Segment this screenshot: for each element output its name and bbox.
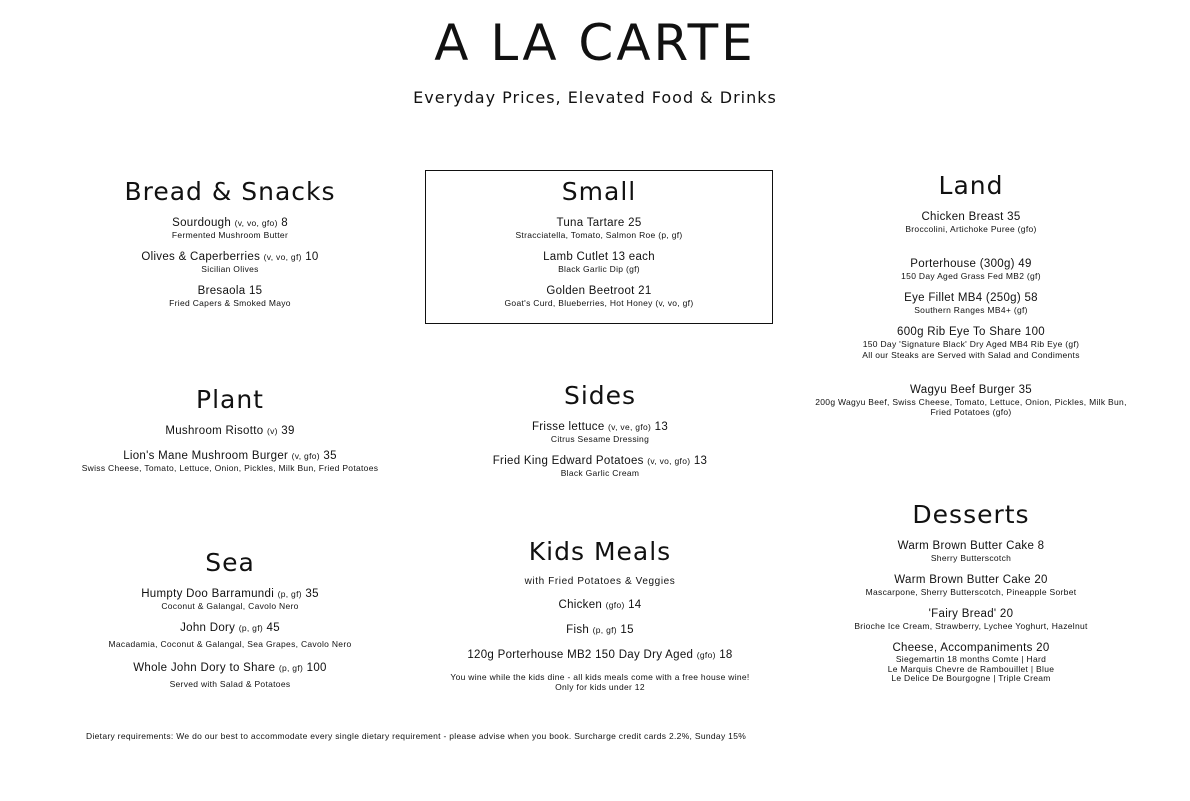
menu-title: A LA CARTE [434,14,756,72]
item-description: Le Delice De Bourgogne | Triple Cream [891,673,1051,683]
menu-item [40,424,420,438]
item-description: Le Marquis Chevre de Rambouillet | Blue [887,663,1055,674]
item-price: 100 [306,662,327,674]
item-name: Warm Brown Butter Cake [897,540,1035,552]
menu-item [410,623,790,637]
item-price: 15 [620,624,634,636]
item-diet: (gfo) [605,600,625,610]
section-heading: Desserts [912,500,1030,529]
item-description: Mascarpone, Sherry Butterscotch, Pineapple Sorbet [865,587,1077,597]
item-price: 20 [1034,574,1048,586]
menu-item [40,449,420,474]
menu-item [800,607,1142,632]
item-name: 'Fairy Bread' [928,608,997,620]
menu-item [426,284,772,309]
menu-item [790,291,1152,316]
item-name: Porterhouse (300g) [910,258,1015,270]
item-price: 39 [281,425,295,437]
item-name: Chicken [558,599,603,611]
item-description: Fried Capers & Smoked Mayo [169,298,291,308]
section-desserts [800,500,1142,693]
menu-item [55,216,405,241]
section-heading: Sides [563,381,637,410]
item-name: Golden Beetroot [546,285,635,297]
section-heading: Land [938,171,1004,200]
menu-item [425,420,775,445]
item-price: 18 [719,649,733,661]
item-price: 8 [281,217,288,229]
item-price: 35 [1018,384,1032,396]
item-price: 13 [654,421,669,433]
section-plant [40,385,420,483]
item-name: Humpty Doo Barramundi [141,588,275,600]
item-price: 20 [999,608,1014,620]
menu-subtitle: Everyday Prices, Elevated Food & Drinks [413,88,777,107]
item-diet: (p, gf) [277,589,302,599]
item-price: 100 [1024,326,1045,338]
section-heading: Plant [196,385,264,414]
item-description: 150 Day 'Signature Black' Dry Aged MB4 Rib Eye (gf) [862,339,1080,349]
menu-item [426,216,772,241]
item-price: 49 [1018,258,1032,270]
menu-item [790,383,1152,417]
item-price: 13 each [611,251,655,263]
item-description: Sherry Butterscotch [930,553,1012,563]
item-name: Wagyu Beef Burger [910,384,1016,396]
section-heading: Kids Meals [528,537,672,566]
menu-item [55,621,405,650]
item-diet: (p, gf) [592,625,617,635]
menu-item [55,250,405,275]
item-price: 15 [248,285,263,297]
item-description: Swiss Cheese, Tomato, Lettuce, Onion, Pickles, Milk Bun, Fried Potatoes [81,463,379,473]
item-name: Lamb Cutlet [543,251,609,263]
item-price: 14 [628,599,642,611]
item-description: 200g Wagyu Beef, Swiss Cheese, Tomato, Lettuce, Onion, Pickles, Milk Bun, [815,397,1127,407]
item-price: 10 [305,251,319,263]
section-land [790,171,1152,426]
item-price: 35 [323,450,337,462]
menu-item [790,257,1152,282]
footer-note: Dietary requirements: We do our best to accommodate every single dietary requirement - please advise when you book. Surcharge credit cards 2.2%, Sunday 15% [86,731,747,741]
item-name: Lion's Mane Mushroom Burger [123,450,289,462]
item-price: 58 [1024,292,1038,304]
item-description: Siegemartin 18 months Comte | Hard [895,654,1047,664]
item-name: Eye Fillet MB4 (250g) [904,292,1021,304]
menu-item [410,598,790,612]
menu-item [800,539,1142,564]
section-sides [425,381,775,488]
section-kids-meals [410,537,790,692]
item-description: Fermented Mushroom Butter [171,230,289,240]
section-bread-snacks [55,177,405,318]
item-name: 120g Porterhouse MB2 150 Day Dry Aged [467,649,694,661]
menu-item [800,641,1142,684]
kids-intro: with Fried Potatoes & Veggies [524,576,676,587]
item-name: Bresaola [197,285,246,297]
menu-item [410,648,790,662]
menu-item [55,284,405,309]
item-description-cont: Fried Potatoes (gfo) [930,407,1012,417]
item-name: Whole John Dory to Share [133,662,276,674]
item-diet: (p, gf) [278,663,304,673]
item-name: John Dory [180,622,236,634]
item-description: Black Garlic Dip (gf) [558,264,640,274]
item-price: 13 [693,455,708,467]
item-diet: (p, gf) [238,623,264,633]
item-name: Tuna Tartare [556,217,625,229]
menu-item [790,210,1152,235]
item-name: Frisse lettuce [531,421,605,433]
item-description: Goat's Curd, Blueberries, Hot Honey (v, vo, gf) [504,298,694,308]
item-description-note: All our Steaks are Served with Salad and Condiments [862,350,1080,360]
menu-item [426,250,772,275]
kids-note: You wine while the kids dine - all kids meals come with a free house wine! [450,672,750,682]
section-heading: Bread & Snacks [124,177,336,206]
item-price: 35 [1007,211,1021,223]
item-name: Fried King Edward Potatoes [492,455,644,467]
item-name: Sourdough [172,217,232,229]
item-diet: (v, gfo) [291,451,320,461]
item-diet: (v, ve, gfo) [608,422,652,432]
kids-note-age: Only for kids under 12 [555,681,645,692]
item-diet: (v, vo, gf) [263,252,302,262]
section-small [425,170,773,324]
item-name: 600g Rib Eye To Share [897,326,1022,338]
item-description: Sicilian Olives [201,264,259,274]
section-heading: Small [561,177,637,206]
item-description: Stracciatella, Tomato, Salmon Roe (p, gf) [515,230,683,240]
item-price: 45 [266,622,280,634]
item-description: Southern Ranges MB4+ (gf) [914,305,1028,315]
item-description: Brioche Ice Cream, Strawberry, Lychee Yoghurt, Hazelnut [854,621,1088,631]
item-name: Olives & Caperberries [141,251,261,263]
menu-item [55,587,405,612]
item-description: 150 Day Aged Grass Fed MB2 (gf) [901,271,1041,281]
section-sea [55,548,405,699]
item-description: Black Garlic Cream [560,468,640,478]
item-price: 35 [305,588,319,600]
item-price: 20 [1036,642,1050,654]
menu-item [425,454,775,479]
item-description: Citrus Sesame Dressing [550,434,650,444]
item-diet: (v, vo, gfo) [234,218,278,228]
item-price: 21 [638,285,652,297]
item-name: Warm Brown Butter Cake [894,574,1031,586]
item-diet: (v, vo, gfo) [647,456,691,466]
item-name: Mushroom Risotto [165,425,264,437]
item-description: Broccolini, Artichoke Puree (gfo) [905,224,1037,234]
item-description: Coconut & Galangal, Cavolo Nero [161,601,299,611]
section-heading: Sea [205,548,255,577]
item-name: Chicken Breast [921,211,1004,223]
item-price: 8 [1037,540,1045,552]
menu-item [55,661,405,690]
item-name: Cheese, Accompaniments [892,642,1033,654]
menu-item [800,573,1142,598]
item-description: Served with Salad & Potatoes [169,679,291,689]
menu-item [790,325,1152,361]
item-diet: (v) [266,426,278,436]
item-name: Fish [566,624,590,636]
item-description: Macadamia, Coconut & Galangal, Sea Grapes, Cavolo Nero [108,639,352,649]
item-diet: (gfo) [696,650,716,660]
item-price: 25 [628,217,642,229]
